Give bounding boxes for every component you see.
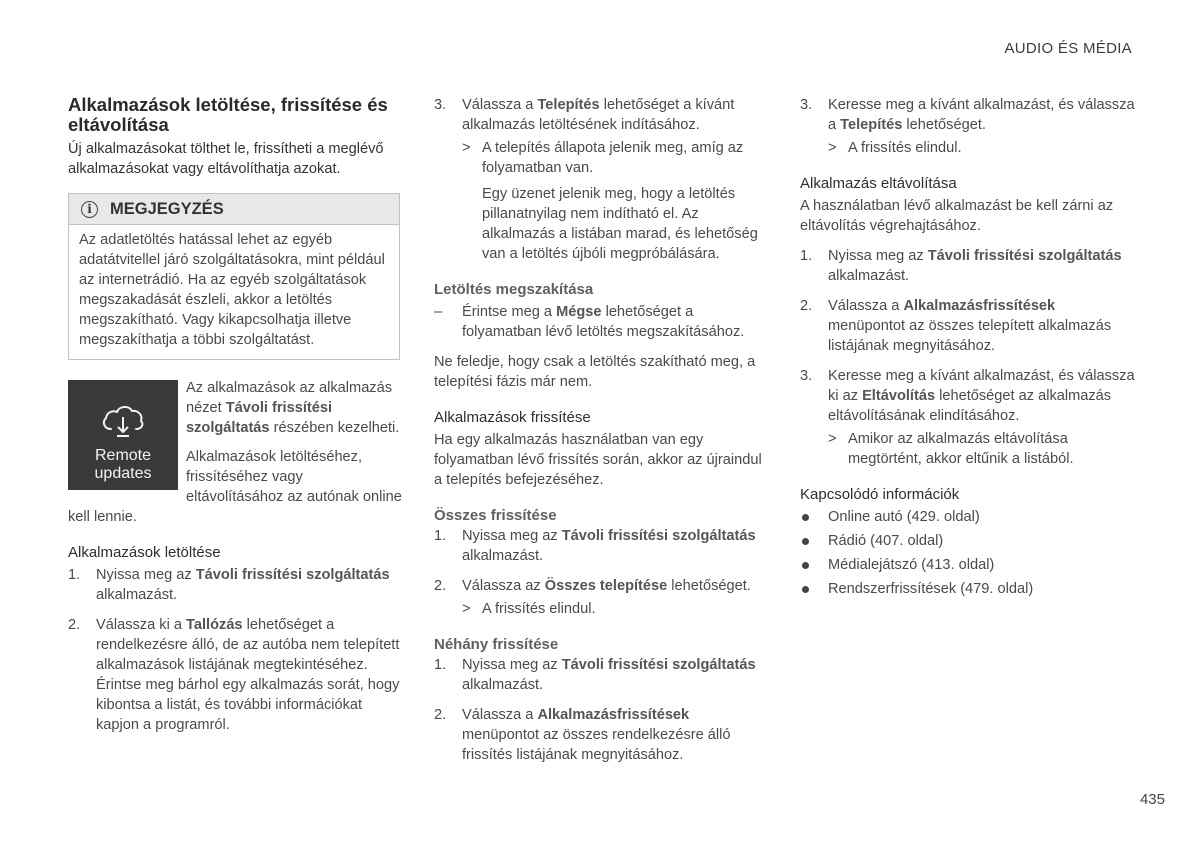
list-item: 3. Válassza a Telepítés lehetőséget a kívánt alkalmazás letöltésének indításához. > A telepítés állapota jelenik meg, amíg az folyamatban van. Egy üzenet jelenik meg, hogy a letöltés pillanatnyilag nem indítható el. Az alkalmazás a listában marad, és lehetőség van a letöltés újbóli megpróbálására. [434,95,770,264]
tile-label-line1: Remote [94,447,152,464]
list-item: 2. Válassza az Összes telepítése lehetőséget. > A frissítés elindul. [434,576,770,619]
update-all-heading: Összes frissítése [434,507,557,524]
list-item: 1. Nyissa meg az Távoli frissítési szolgáltatás alkalmazást. [434,657,756,693]
download-steps-continued [434,95,770,264]
list-item: 1. Nyissa meg az Távoli frissítési szolgáltatás alkalmazást. [68,567,390,603]
list-item: 2. Válassza a Alkalmazásfrissítések menüpontot az összes rendelkezésre álló frissítés listájának megnyitásához. [434,707,731,763]
remove-heading: Alkalmazás eltávolítása [800,175,957,192]
step-result: > A telepítés állapota jelenik meg, amíg az folyamatban van. [462,140,744,176]
list-item: 3. Keresse meg a kívánt alkalmazást, és válassza ki az Eltávolítás lehetőséget az alkalmazás eltávolításának elindításához. > Amikor az alkalmazás eltávolítása megtörtént, akkor eltűnik a listából. [800,368,1135,467]
note-header [69,194,399,225]
page-number: 435 [1139,791,1165,808]
cancel-note: Ne feledje, hogy csak a letöltés szakítható meg, a telepítési fázis már nem. [434,354,756,390]
tile-label-line2: updates [94,465,152,482]
related-link[interactable]: Rendszerfrissítések (479. oldal) [800,579,1135,599]
section-header: AUDIO ÉS MÉDIA [1004,40,1132,57]
cancel-heading: Letöltés megszakítása [434,281,594,298]
bullet-icon [802,562,809,569]
list-item: 1. Nyissa meg az Távoli frissítési szolgáltatás alkalmazást. [434,528,756,564]
note-title: MEGJEGYZÉS [110,200,224,218]
related-list [800,507,1135,599]
list-item: 3. Keresse meg a kívánt alkalmazást, és válassza a Telepítés lehetőséget. > A frissítés elindul. [800,97,1135,156]
update-some-heading: Néhány frissítése [434,636,559,653]
bullet-icon [802,586,809,593]
update-some-steps-continued [800,95,1135,158]
column-2 [434,95,770,765]
step-result-extra: Egy üzenet jelenik meg, hogy a letöltés pillanatnyilag nem indítható el. Az alkalmazás a listában marad, és lehetőség van a letöltés újbóli megpróbálására. [482,186,758,262]
intro-text: Új alkalmazásokat tölthet le, frissítheti a meglévő alkalmazásokat vagy eltávolíthatja azokat. [68,141,384,177]
remove-steps [800,246,1135,469]
download-steps [68,565,402,735]
info-icon: i [81,201,98,218]
column-3 [800,95,1135,603]
step-result: > A frissítés elindul. [462,601,596,617]
download-heading: Alkalmazások letöltése [68,544,221,561]
bullet-icon [802,538,809,545]
update-all-steps [434,526,770,619]
cancel-step: – Érintse meg a Mégse lehetőséget a folyamatban lévő letöltés megszakításához. [434,304,745,340]
cloud-download-icon [99,401,147,441]
update-some-steps [434,655,770,765]
list-item: 2. Válassza a Alkalmazásfrissítések menüpontot az összes telepített alkalmazás listájának megnyitásához. [800,298,1112,354]
list-item: 2. Válassza ki a Tallózás lehetőséget a rendelkezésre álló, de az autóba nem telepített alkalmazások listájának megtekintéséhez. Érintse meg bárhol egy alkalmazás sorát, hogy kibontsa a listát, és további információkat kapjon a programról. [68,617,400,733]
update-text: Ha egy alkalmazás használatban van egy folyamatban lévő frissítés során, akkor az újraindul a telepítés befejezéséhez. [434,432,762,488]
remote-updates-tile [68,380,178,490]
related-link[interactable]: Médialejátszó (413. oldal) [800,555,1135,575]
app-text-2: Alkalmazások letöltéséhez, frissítéséhez vagy eltávolításához az autónak online kell lennie. [68,449,402,525]
note-body: Az adatletöltés hatással lehet az egyéb adatátvitellel járó szolgáltatásokra, mint például az internetrádió. Ha az egyéb szolgáltatások megszakadását észleli, akkor a letöltés megszakítható. Vagy kikapcsolhatja illetve megszakíthatja a többi szolgáltatást. [79,232,385,348]
note-box [68,193,400,360]
list-item: 1. Nyissa meg az Távoli frissítési szolgáltatás alkalmazást. [800,248,1122,284]
column-1 [68,95,402,735]
bullet-icon [802,514,809,521]
related-link[interactable]: Online autó (429. oldal) [800,507,1135,527]
step-result: > A frissítés elindul. [828,140,962,156]
step-result: > Amikor az alkalmazás eltávolítása megtörtént, akkor eltűnik a listából. [828,431,1074,467]
related-link[interactable]: Rádió (407. oldal) [800,531,1135,551]
remove-text: A használatban lévő alkalmazást be kell zárni az eltávolítás végrehajtásához. [800,198,1114,234]
app-text-1: Az alkalmazások az alkalmazás nézet Távoli frissítési szolgáltatás részében kezelheti. [186,380,400,436]
tile-label [68,447,178,483]
app-info-block [68,378,402,527]
page-title: Alkalmazások letöltése, frissítése és eltávolítása [68,94,388,135]
related-heading: Kapcsolódó információk [800,486,960,503]
update-heading: Alkalmazások frissítése [434,409,591,426]
